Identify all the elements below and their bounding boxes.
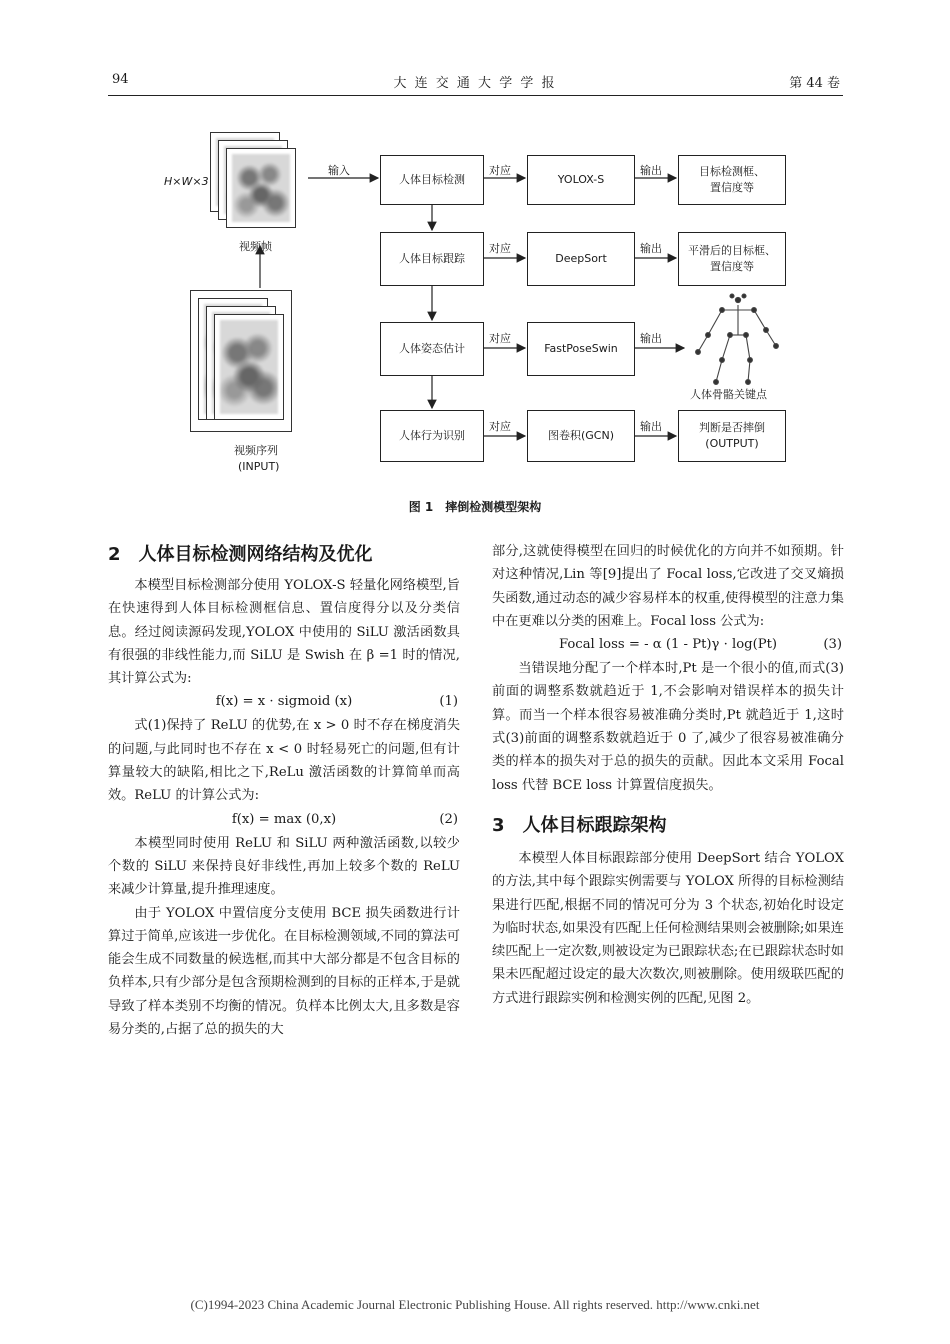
model-yolox-box xyxy=(527,155,635,205)
video-sequence-image xyxy=(214,314,284,420)
result-line2: 置信度等 xyxy=(710,260,754,273)
copyright-footer: (C)1994-2023 China Academic Journal Electronic Publishing House. All rights reserved. http://www.cnki.net xyxy=(190,1297,760,1312)
result-tracking-box xyxy=(678,232,786,286)
paragraph: 本模型同时使用 ReLU 和 SiLU 两种激活函数,以较少个数的 SiLU 来保持良好非线性,再加上较多个数的 ReLU 来减少计算量,提升推理速度。 xyxy=(108,835,460,898)
paragraph: 本模型目标检测部分使用 YOLOX-S 轻量化网络模型,旨在快速得到人体目标检测框信息、置信度得分以及分类信息。经过阅读源码发现,YOLOX 中使用的 SiLU 激活函数具有很强的非线性能力,而 SiLU 是 Swish 在 β =1 时的情况,其计算公式为: xyxy=(108,578,460,687)
result-line2: (OUTPUT) xyxy=(705,437,759,450)
paragraph: 部分,这就使得模型在回归的时候优化的方向并不如预期。针对这种情况,Lin 等[9]提出了 Focal loss,它改进了交叉熵损失函数,通过动态的减少容易样本的权重,使得模型的注意力集中在更难以分类的困难上。Focal loss 公式为: xyxy=(492,544,844,629)
volume-number: 第 44 卷 xyxy=(789,76,840,91)
result-action-box xyxy=(678,410,786,462)
result-detection-box xyxy=(678,155,786,205)
video-frame-image xyxy=(226,148,296,228)
correspond-label: 对应 xyxy=(489,164,511,177)
equation-2 xyxy=(108,808,460,832)
equation-3 xyxy=(492,633,844,657)
correspond-label: 对应 xyxy=(489,332,511,345)
result-line1: 平滑后的目标框、 xyxy=(688,243,776,257)
paragraph: 式(1)保持了 ReLU 的优势,在 x > 0 时不存在梯度消失的问题,与此同时也不存在 x < 0 时轻易死亡的问题,但有计算量较大的缺陷,相比之下,ReLu 激活函数的计算简单而高效。ReLU 的计算公式为: xyxy=(108,718,460,804)
correspond-label: 对应 xyxy=(489,242,511,255)
section-3-title: 3 人体目标跟踪架构 xyxy=(492,814,667,836)
stage-label: 人体姿态估计 xyxy=(399,341,465,355)
output-label: 输出 xyxy=(640,164,662,177)
equation-number: (2) xyxy=(439,811,458,827)
header-rule xyxy=(108,95,843,96)
output-label: 输出 xyxy=(640,332,662,345)
page-number: 94 xyxy=(112,72,129,87)
result-line2: 置信度等 xyxy=(710,181,754,194)
model-deepsort-box xyxy=(527,232,635,286)
video-sequence-sublabel: (INPUT) xyxy=(238,460,280,473)
paragraph: 当错误地分配了一个样本时,Pt 是一个很小的值,而式(3)前面的调整系数就趋近于 1,不会影响对错误样本的损失计算。而当一个样本很容易被准确分类时,Pt 就趋近于 1,这时式(3)前面的调整系数就趋近于 0 了,减少了很容易被准确分类的样本的损失对于总的损失的贡献。因此本文采用 Focal loss 代替 BCE loss 计算置信度损失。 xyxy=(492,661,844,793)
left-column xyxy=(108,540,460,1041)
input-label: 输入 xyxy=(328,164,350,177)
result-line1: 目标检测框、 xyxy=(699,164,765,178)
figure-1-diagram xyxy=(150,120,810,500)
equation-number: (1) xyxy=(439,694,458,710)
correspond-label: 对应 xyxy=(489,420,511,433)
model-label: YOLOX-S xyxy=(557,172,605,186)
right-column xyxy=(492,540,844,1010)
stage-label: 人体行为识别 xyxy=(399,428,465,442)
stage-pose-box xyxy=(380,322,484,376)
paragraph: 由于 YOLOX 中置信度分支使用 BCE 损失函数进行计算过于简单,应该进一步优化。在目标检测领域,不同的算法可能会生成不同数量的候选框,而其中大部分都是不包含目标的负样本,只有少部分是包含预期检测到的目标的正样本,于是就导致了样本类别不均衡的情况。负样本比例太大,且多数是容易分类的,占据了总的损失的大 xyxy=(108,905,460,1038)
stage-label: 人体目标检测 xyxy=(399,172,465,186)
stage-action-box xyxy=(380,410,484,462)
equation-1 xyxy=(108,690,460,714)
stage-tracking-box xyxy=(380,232,484,286)
equation-formula: f(x) = max (0,x) xyxy=(231,811,337,827)
equation-number: (3) xyxy=(823,637,842,653)
skeleton-label: 人体骨骼关键点 xyxy=(690,388,767,401)
model-label: DeepSort xyxy=(555,251,607,265)
output-label: 输出 xyxy=(640,420,662,433)
skeleton-icon xyxy=(696,294,779,384)
equation-formula: Focal loss = - α (1 - Pt)γ · log(Pt) xyxy=(558,637,778,653)
stage-label: 人体目标跟踪 xyxy=(399,251,465,265)
figure-caption: 图 1 摔倒检测模型架构 xyxy=(408,500,542,514)
paragraph: 本模型人体目标跟踪部分使用 DeepSort 结合 YOLOX 的方法,其中每个跟踪实例需要与 YOLOX 所得的目标检测结果进行匹配,根据不同的情况可分为 3 个状态,初始化时设定为临时状态,如果没有匹配上任何检测结果则会被删除;如果连续匹配上一定次数,则被设定为已跟踪状态;在已跟踪状态时如果未匹配超过设定的最大次数次,则被删除。使用级联匹配的方式进行跟踪实例和检测实例的匹配,见图 2。 xyxy=(492,850,844,1006)
model-fastposeswin-box xyxy=(527,322,635,376)
journal-title: 大 连 交 通 大 学 学 报 xyxy=(393,76,557,91)
model-label: 图卷积(GCN) xyxy=(547,428,615,442)
model-gcn-box xyxy=(527,410,635,462)
equation-formula: f(x) = x · sigmoid (x) xyxy=(215,694,353,710)
result-line1: 判断是否摔倒 xyxy=(699,420,765,434)
section-2-title: 2 人体目标检测网络结构及优化 xyxy=(108,544,373,565)
output-label: 输出 xyxy=(640,242,662,255)
stage-detection-box xyxy=(380,155,484,205)
video-frame-label: 视频帧 xyxy=(239,240,272,253)
dims-label: H×W×3 xyxy=(164,175,209,188)
video-sequence-label: 视频序列 xyxy=(234,444,278,457)
model-label: FastPoseSwin xyxy=(544,341,618,355)
